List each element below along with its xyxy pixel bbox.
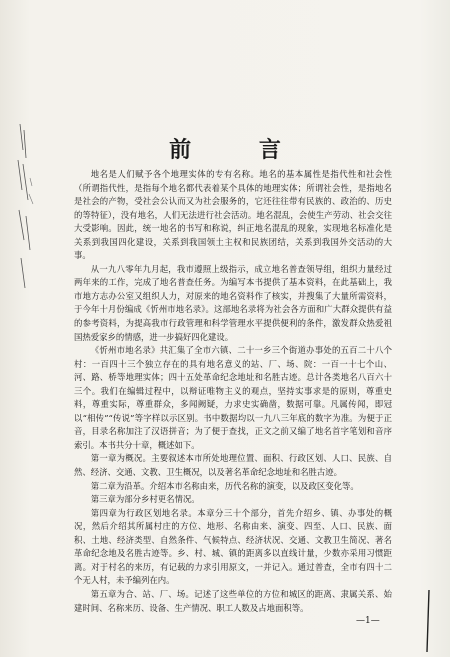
paragraph-chapter-2: 第二章为沿革。介绍本市名称由来，历代名称的演变，以及政区变化等。 — [90, 480, 359, 491]
paragraph-intro-place-names: 地名是人们赋予各个地理实体的专有名称。地名的基本属性是指代性和社会性（所谓指代性，是指每个地名都代表着某个具体的地理实体；所谓社会性，是指地名是社会的产物，受社会公认而又为社会服务的，它还往往带有民族的、政治的、历史的等特征），没有地名，人们无法进行社会活动。地名混乱，会使生产劳动、社会交往大受影响。因此，统一地名的书写和称说，纠正地名混乱的现象，实现地名标准化是关系到我国四化建设，关系到我国领土主权和民族团结，关系到我国外交活动的大事。 — [74, 169, 392, 261]
paragraph-compilation-history: 从一九八零年九月起，我市遵照上级指示，成立地名普查领导组，组织力量经过两年来的工作，完成了地名普查任务。为编写本书提供了基本资料，在此基础上，我市地方志办公室又组织人力，对原来的地名资料作了核实，并搜集了大量所需资料，于今年十月份编成《忻州市地名录》。这部地名录将为社会各方面和广大群众提供有益的参考资料，为提高我市行政管理和科学管理水平提供便利的条件，激发群众热爱祖国热爱家乡的情感，进一步搞好四化建设。 — [74, 263, 392, 342]
paragraph-chapter-4: 第四章为行政区划地名录。本章分三十个部分，首先介绍乡、镇、办事处的概况，然后介绍其所属村庄的方位、地形、名称由来、演变、四至、人口、民族、面积、土地、经济类型、自然条件、气候特点、经济状况、交通、文教卫生简况、著名革命纪念地及名胜古迹等。乡、村、城、镇的距离多以直线计量，少数亦采用习惯距离。对于村名的来历，有记载的力求引用原文，一并记入。通过普查，全市有四十二个无人村，未予编列在内。 — [74, 507, 392, 586]
paragraph-chapter-1: 第一章为概况。主要叙述本市所处地理位置、面积、行政区划、人口、民族、自然、经济、交通、文教、卫生概况，以及著名革命纪念地址和名胜古迹。 — [74, 453, 392, 478]
body-text — [74, 168, 392, 615]
margin-line-mark — [425, 590, 431, 652]
paragraph-contents-summary: 《忻州市地名录》共汇集了全市六镇、二十一乡三个街道办事处的五百二十八个村：一百四十三个独立存在的具有地名意义的站、厂、场、院：一百一十七个山、河、路、桥等地理实体；四十五处革命纪念地址和名胜古迹。总计各类地名八百六十三个。我们在编辑过程中，以辩证唯物主义的观点，坚持实事求是的原则，尊重史料，尊重实际，尊重群众，多闻阙疑，力求史实确凿，数据可靠。凡属传闻，即冠以“相传”“传说”等字样以示区别。书中数据均以一九八三年底的数字为准。为便于正音，目录名称加注了汉语拼音；为了便于查找，正文之前又编了地名首字笔划和音序索引。本书共分十章，概述如下。 — [74, 345, 392, 450]
page-number: —1— — [356, 616, 380, 626]
paragraph-chapter-3: 第三章为部分乡村更名情况。 — [90, 494, 200, 505]
page-title: 前 言 — [169, 137, 311, 163]
paragraph-chapter-5: 第五章为合、站、厂、场。记述了这些单位的方位和城区的距离、隶属关系、始建时间、名称来历、设备、生产情况、职工人数及占地面积等。 — [74, 588, 392, 613]
